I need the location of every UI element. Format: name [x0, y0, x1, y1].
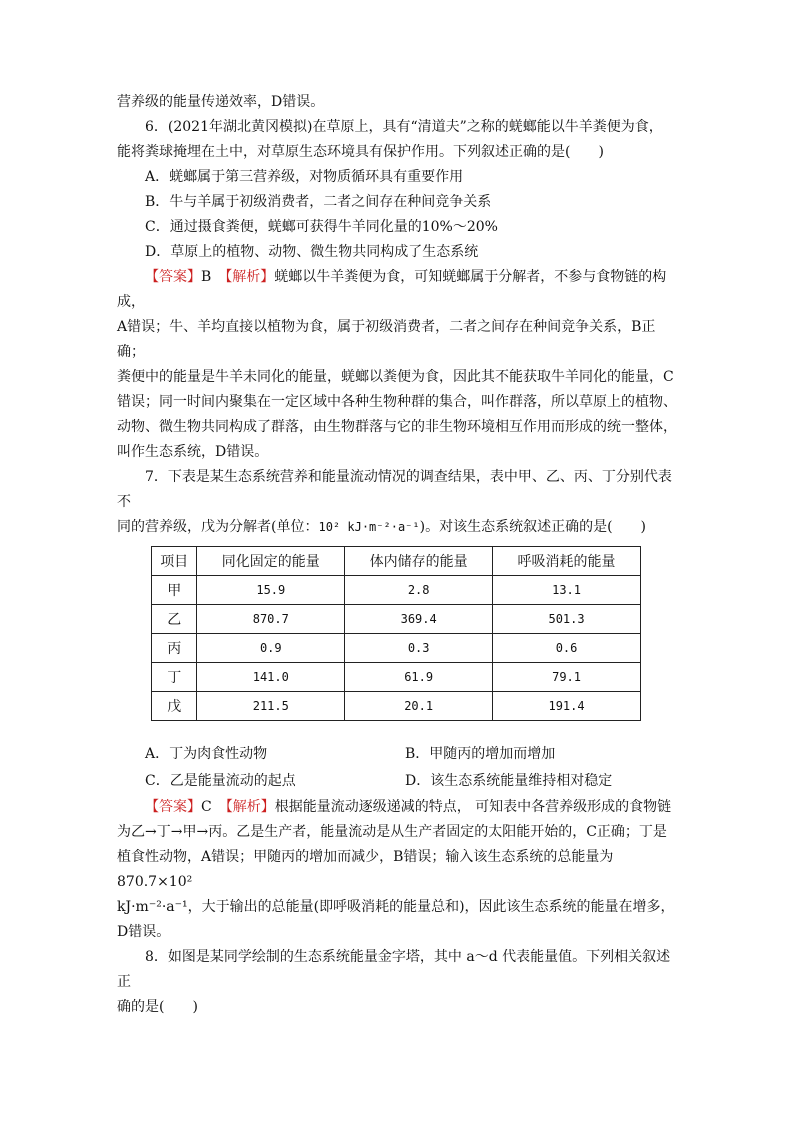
q6-analysis-line: 动物、微生物共同构成了群落，由生物群落与它的非生物环境相互作用而形成的统一整体，	[117, 419, 677, 435]
table-header-cell: 同化固定的能量	[197, 547, 345, 576]
table-cell: 0.3	[345, 634, 493, 663]
q8-stem-line-2: 确的是( )	[117, 999, 198, 1015]
table-cell: 戊	[152, 692, 197, 721]
table-cell: 141.0	[197, 663, 345, 692]
table-header-row	[152, 547, 641, 576]
q6-analysis-line: 错误；同一时间内聚集在一定区域中各种生物种群的集合，叫作群落，所以草原上的植物、	[117, 394, 677, 410]
table-cell: 甲	[152, 576, 197, 605]
answer-tag: 【答案】	[145, 799, 201, 815]
q6-option-d: D．草原上的植物、动物、微生物共同构成了生态系统	[145, 244, 479, 260]
table-cell: 乙	[152, 605, 197, 634]
unit-text: 10² kJ·m⁻²·a⁻¹	[318, 520, 420, 534]
q7-stem-part: )。对该生态系统叙述正确的是( )	[419, 519, 647, 535]
q6-analysis-line: A错误；牛、羊均直接以植物为食，属于初级消费者，二者之间存在种间竞争关系，B正确；	[117, 319, 656, 360]
table-cell: 丁	[152, 663, 197, 692]
question-7	[117, 465, 677, 945]
table-row	[152, 692, 641, 721]
analysis-tag: 【解析】	[225, 269, 275, 285]
q7-options-row-1	[117, 741, 677, 768]
analysis-tag: 【解析】	[225, 799, 275, 815]
q7-options-row-2	[117, 768, 677, 795]
answer-tag: 【答案】	[145, 269, 201, 285]
table-row	[152, 576, 641, 605]
q7-option-d: D．该生态系统能量维持相对稳定	[405, 773, 613, 789]
q6-option-b: B．牛与羊属于初级消费者，二者之间存在种间竞争关系	[145, 194, 492, 210]
previous-question-tail: 营养级的能量传递效率，D错误。	[117, 94, 325, 110]
q7-stem-line-2	[117, 515, 677, 540]
table-cell: 0.6	[493, 634, 641, 663]
table-cell: 0.9	[197, 634, 345, 663]
table-cell: 20.1	[345, 692, 493, 721]
table-cell: 15.9	[197, 576, 345, 605]
q7-analysis-line: 为乙→丁→甲→丙。乙是生产者，能量流动是从生产者固定的太阳能开始的，C正确；丁是	[117, 824, 667, 840]
answer-value: C	[201, 799, 226, 815]
q7-stem-line-1: 7．下表是某生态系统营养和能量流动情况的调查结果，表中甲、乙、丙、丁分别代表不	[117, 469, 672, 510]
document-page	[117, 90, 677, 1020]
table-cell: 501.3	[493, 605, 641, 634]
table-cell: 61.9	[345, 663, 493, 692]
q7-option-a: A．丁为肉食性动物	[145, 746, 268, 762]
q7-analysis-line: 植食性动物，A错误；甲随丙的增加而减少，B错误；输入该生态系统的总能量为870.7×10²	[117, 849, 614, 890]
table-row	[152, 605, 641, 634]
q7-analysis-line: D错误。	[117, 924, 171, 940]
q7-answer-line	[117, 795, 677, 820]
table-header-cell: 项目	[152, 547, 197, 576]
table-header-cell: 呼吸消耗的能量	[493, 547, 641, 576]
table-cell: 丙	[152, 634, 197, 663]
q6-answer-line	[117, 265, 677, 315]
q6-stem-line-2: 能将粪球掩埋在土中，对草原生态环境具有保护作用。下列叙述正确的是( )	[117, 144, 604, 160]
table-cell: 13.1	[493, 576, 641, 605]
q6-analysis-line: 叫作生态系统，D错误。	[117, 444, 269, 460]
analysis-text: 蜣螂以牛羊粪便为食，可知蜣螂属于分解者，不参与食物链的构成，	[117, 269, 667, 310]
q6-stem-line-1: 6．(2021年湖北黄冈模拟)在草原上，具有“清道夫”之称的蜣螂能以牛羊粪便为食，	[145, 119, 663, 135]
energy-table	[151, 546, 641, 721]
q6-analysis-line: 粪便中的能量是牛羊未同化的能量，蜣螂以粪便为食，因此其不能获取牛羊同化的能量，C	[117, 369, 674, 385]
table-cell: 2.8	[345, 576, 493, 605]
table-cell: 211.5	[197, 692, 345, 721]
table-row	[152, 634, 641, 663]
q7-option-b: B．甲随丙的增加而增加	[405, 746, 556, 762]
question-8	[117, 945, 677, 1020]
q7-analysis-line: kJ·m⁻²·a⁻¹，大于输出的总能量(即呼吸消耗的能量总和)，因此该生态系统的能量在增多，	[117, 899, 675, 915]
question-6	[117, 115, 677, 465]
table-row	[152, 663, 641, 692]
table-header-cell: 体内储存的能量	[345, 547, 493, 576]
table-cell: 870.7	[197, 605, 345, 634]
q6-option-c: C．通过摄食粪便，蜣螂可获得牛羊同化量的10%～20%	[145, 219, 498, 235]
q7-option-c: C．乙是能量流动的起点	[145, 773, 296, 789]
analysis-text: 根据能量流动逐级递减的特点， 可知表中各营养级形成的食物链	[274, 799, 672, 815]
table-cell: 369.4	[345, 605, 493, 634]
table-cell: 79.1	[493, 663, 641, 692]
table-cell: 191.4	[493, 692, 641, 721]
q7-stem-part: 同的营养级，戊为分解者(单位：	[117, 519, 319, 535]
q6-option-a: A．蜣螂属于第三营养级，对物质循环具有重要作用	[145, 169, 464, 185]
q8-stem-line-1: 8．如图是某同学绘制的生态系统能量金字塔，其中 a～d 代表能量值。下列相关叙述正	[117, 949, 671, 990]
answer-value: B	[201, 269, 226, 285]
